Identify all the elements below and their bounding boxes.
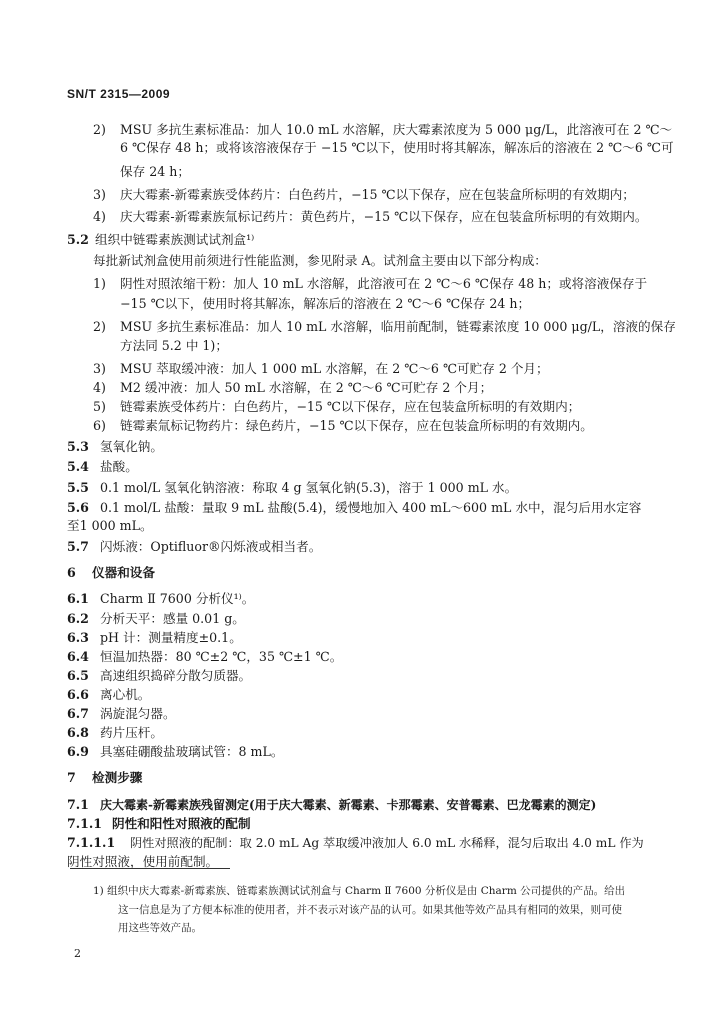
section-number: 6.3 — [67, 630, 89, 645]
clause-text: 涡旋混匀器。 — [100, 706, 176, 721]
clause-text: 至1 000 mL。 — [67, 518, 153, 533]
item-number: 4) — [93, 380, 106, 395]
clause-text: 阴性对照液，使用前配制。 — [67, 854, 219, 869]
section-number: 6.2 — [67, 611, 89, 626]
item-text: 庆大霉素-新霉素族受体药片：白色药片，−15 ℃以下保存，应在包装盒所标明的有效期内； — [120, 187, 635, 202]
section-number: 7.1.1 — [67, 816, 103, 831]
item-text: 6 ℃保存 48 h；或将该溶液保存于 −15 ℃以下，使用时将其解冻，解冻后的溶液在 2 ℃～6 ℃可 — [120, 140, 674, 155]
clause-text: 0.1 mol/L 氢氧化钠溶液：称取 4 g 氢氧化钠(5.3)，溶于 1 000 mL 水。 — [100, 480, 518, 495]
item-text: MSU 萃取缓冲液：加人 1 000 mL 水溶解，在 2 ℃～6 ℃可贮存 2 个月； — [120, 361, 549, 376]
section-number: 7.1.1.1 — [67, 835, 116, 850]
item-number: 3) — [93, 187, 106, 202]
page-number: 2 — [74, 947, 81, 960]
clause-text: 恒温加热器：80 ℃±2 ℃，35 ℃±1 ℃。 — [100, 649, 343, 664]
section-number: 6.9 — [67, 744, 89, 759]
section-number: 6.7 — [67, 706, 89, 721]
clause-text: 氢氧化钠。 — [100, 439, 163, 454]
item-text: M2 缓冲液：加人 50 mL 水溶解，在 2 ℃～6 ℃可贮存 2 个月； — [120, 380, 493, 395]
section-number: 5.7 — [67, 539, 89, 554]
clause-text: 盐酸。 — [100, 459, 138, 474]
item-text: −15 ℃以下，使用时将其解冻，解冻后的溶液在 2 ℃～6 ℃保存 24 h； — [120, 296, 531, 311]
chapter-number: 7 — [67, 770, 76, 785]
item-text: MSU 多抗生素标准品：加人 10.0 mL 水溶解，庆大霉素浓度为 5 000 μg/L，此溶液可在 2 ℃～ — [120, 122, 673, 137]
clause-text: 药片压杆。 — [100, 725, 163, 740]
clause-text: 具塞硅硼酸盐玻璃试管：8 mL。 — [100, 744, 284, 759]
section-number: 5.2 — [67, 232, 89, 247]
standard-header: SN/T 2315—2009 — [67, 87, 171, 101]
item-text: MSU 多抗生素标准品：加人 10 mL 水溶解，临用前配制，链霉素浓度 10 000 μg/L，溶液的保存 — [120, 319, 676, 334]
footnote-text: 1) 组织中庆大霉素-新霉素族、链霉素族测试试剂盒与 Charm Ⅱ 7600 分析仪是由 Charm 公司提供的产品。给出 — [93, 885, 626, 897]
item-text: 庆大霉素-新霉素族氚标记药片：黄色药片，−15 ℃以下保存，应在包装盒所标明的有效期内。 — [120, 209, 648, 224]
item-number: 6) — [93, 418, 106, 433]
chapter-title: 检测步骤 — [92, 770, 143, 785]
clause-text: pH 计：测量精度±0.1。 — [100, 630, 242, 645]
section-number: 6.5 — [67, 668, 89, 683]
section-number: 5.3 — [67, 439, 89, 454]
section-number: 5.4 — [67, 459, 89, 474]
item-text: 方法同 5.2 中 1)； — [120, 338, 228, 353]
item-number: 4) — [93, 209, 106, 224]
section-title: 阴性和阳性对照液的配制 — [112, 816, 251, 831]
clause-text: 闪烁液：Optifluor®闪烁液或相当者。 — [100, 539, 322, 554]
clause-text: 0.1 mol/L 盐酸：量取 9 mL 盐酸(5.4)，缓慢地加入 400 mL～600 mL 水中，混匀后用水定容 — [100, 500, 642, 515]
item-number: 2) — [93, 319, 106, 334]
item-text: 链霉素族受体药片：白色药片，−15 ℃以下保存，应在包装盒所标明的有效期内； — [120, 399, 581, 414]
clause-text: 阴性对照液的配制：取 2.0 mL Ag 萃取缓冲液加人 6.0 mL 水稀释，混匀后取出 4.0 mL 作为 — [130, 836, 644, 850]
section-number: 5.6 — [67, 500, 89, 515]
chapter-title: 仪器和设备 — [92, 565, 155, 580]
item-text: 阴性对照浓缩干粉：加人 10 mL 水溶解，此溶液可在 2 ℃～6 ℃保存 48 h；或将溶液保存于 — [120, 276, 648, 291]
footnote-divider — [70, 868, 230, 869]
clause-text: Charm Ⅱ 7600 分析仪¹⁾。 — [100, 591, 255, 606]
chapter-number: 6 — [67, 565, 76, 580]
footnote-text: 这一信息是为了方便本标准的使用者，并不表示对该产品的认可。如果其他等效产品具有相同的效果，则可使 — [118, 904, 622, 916]
item-number: 2) — [93, 122, 106, 137]
section-number: 7.1 — [67, 797, 89, 812]
footnote-text: 用这些等效产品。 — [118, 922, 202, 934]
item-number: 1) — [93, 276, 106, 291]
section-number: 6.1 — [67, 591, 89, 606]
item-number: 5) — [93, 399, 106, 414]
section-number: 6.8 — [67, 725, 89, 740]
paragraph: 每批新试剂盒使用前须进行性能监测，参见附录 A。试剂盒主要由以下部分构成： — [93, 253, 547, 268]
section-number: 6.6 — [67, 687, 89, 702]
item-text: 链霉素氚标记物药片：绿色药片，−15 ℃以下保存，应在包装盒所标明的有效期内。 — [120, 418, 593, 433]
clause-text: 高速组织捣碎分散匀质器。 — [100, 668, 252, 683]
item-text: 保存 24 h； — [120, 164, 190, 179]
section-title: 庆大霉素-新霉素族残留测定(用于庆大霉素、新霉素、卡那霉素、安普霉素、巴龙霉素的测定) — [100, 798, 597, 812]
section-number: 5.5 — [67, 480, 89, 495]
section-number: 6.4 — [67, 649, 89, 664]
clause-text: 分析天平：感量 0.01 g。 — [100, 611, 245, 626]
clause-text: 离心机。 — [100, 687, 151, 702]
section-title: 组织中链霉素族测试试剂盒¹⁾ — [95, 232, 255, 247]
item-number: 3) — [93, 361, 106, 376]
